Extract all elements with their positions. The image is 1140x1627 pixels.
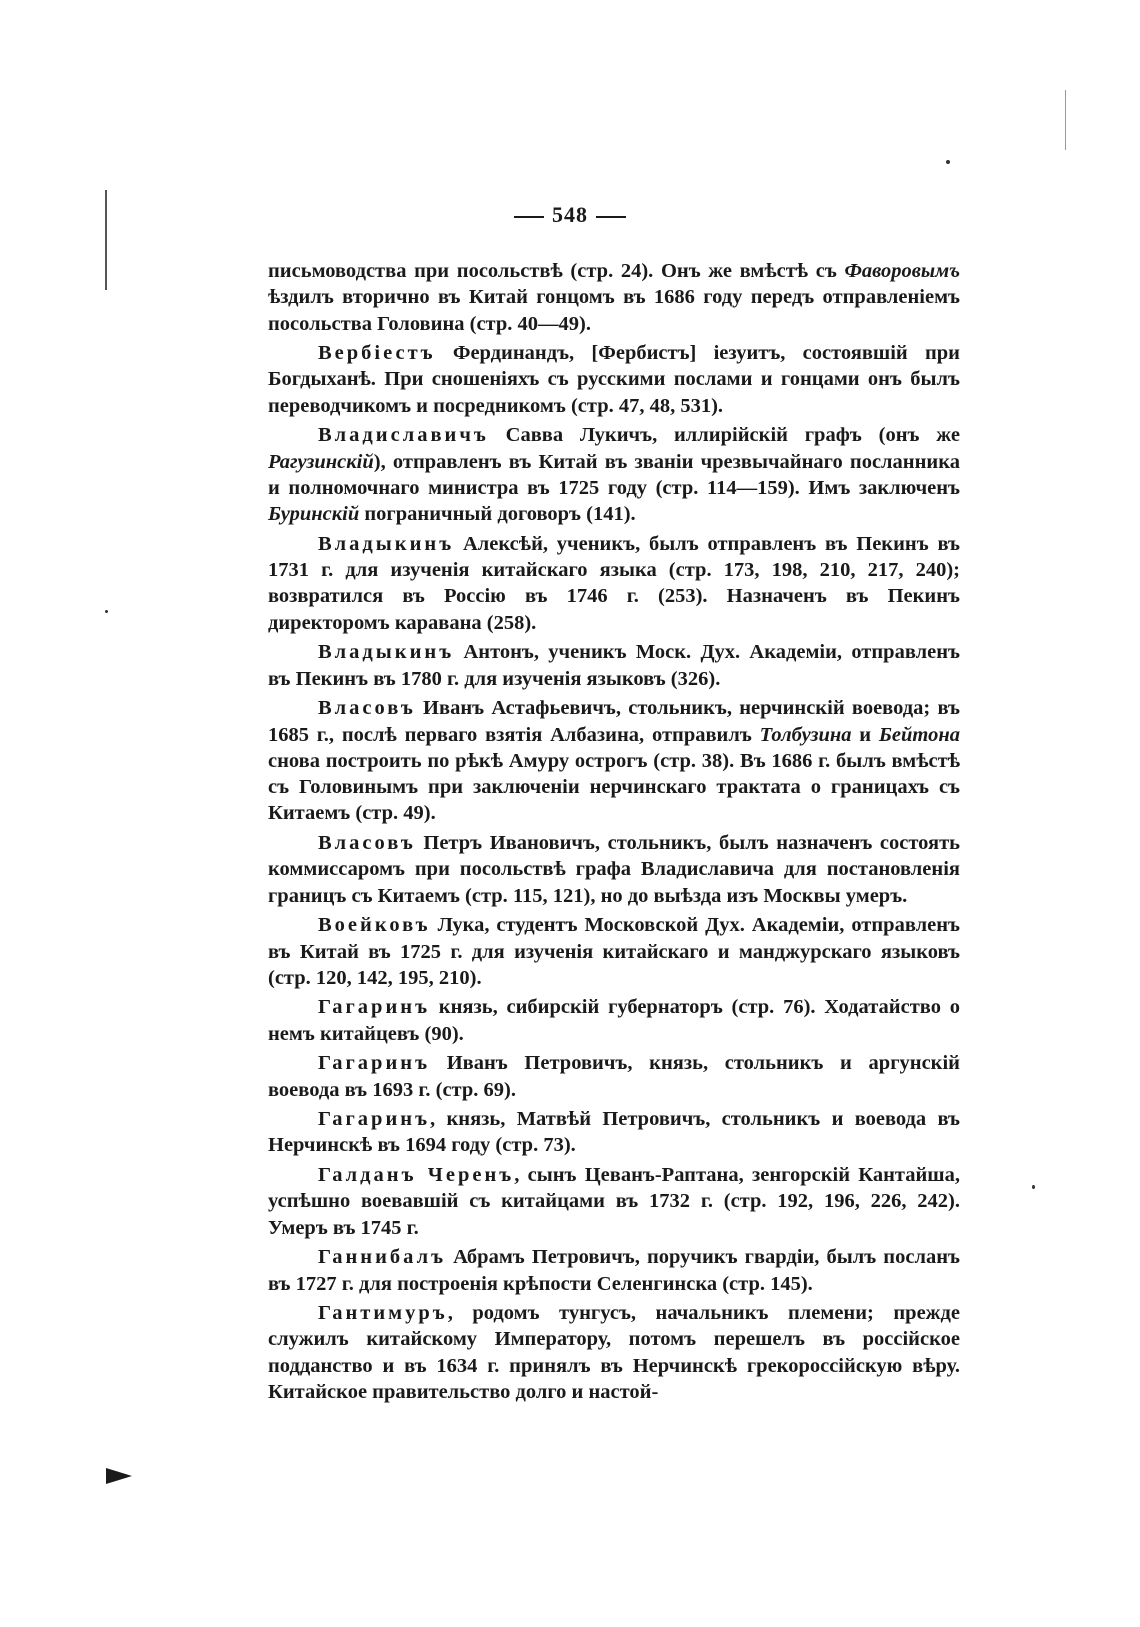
entry-paragraph	[268, 422, 960, 527]
text-run: Алексѣй, ученикъ, былъ отправленъ въ Пекинъ въ 1731 г. для изученія китайскаго языка (стр. 173, 198, 210, 217, 240); возвратился въ Россію въ 1746 г. (253). Назначенъ въ Пекинъ директоромъ каравана (258).	[268, 532, 960, 634]
text-run: князь, сибирскій губернаторъ (стр. 76). Ходатайство о немъ китайцевъ (90).	[268, 996, 960, 1045]
text-run: Лука, студентъ Московской Дух. Академіи, отправленъ въ Китай въ 1725 г. для изученія китайскаго и манджурскаго языковъ (стр. 120, 142, 195, 210).	[268, 914, 960, 989]
text-run: снова построить по рѣкѣ Амуру острогъ (стр. 38). Въ 1686 г. былъ вмѣстѣ съ Головинымъ при заключеніи нерчинскаго трактата о границахъ съ Китаемъ (стр. 49).	[268, 749, 960, 825]
entry-surname: Власовъ	[318, 832, 416, 855]
text-run: ), отправленъ въ Китай въ званіи чрезвычайнаго посланника и полномочнаго министра въ 1725 году (стр. 114—159). Имъ заключенъ	[268, 450, 960, 499]
entry-surname: Владыкинъ	[318, 641, 455, 664]
dash-left	[514, 216, 544, 218]
entry-surname: Владиславичъ	[318, 424, 489, 447]
text-run: и	[851, 723, 879, 746]
text-run: Абрамъ Петровичъ, поручикъ гвардіи, былъ посланъ въ 1727 г. для построенія крѣпости Селенгинска (стр. 145).	[268, 1246, 960, 1295]
text-run: Фердинандъ, [Фербистъ] іезуитъ, состоявшій при Богдыханѣ. При сношеніяхъ съ русскими послами и гонцами онъ былъ переводчикомъ и посредникомъ (стр. 47, 48, 531).	[268, 342, 960, 417]
text-run: , князь, Матвѣй Петровичъ, стольникъ и воевода въ Нерчинскѣ въ 1694 году (стр. 73).	[268, 1108, 960, 1157]
text-run: Савва Лукичъ, иллирійскій графъ (онъ же	[488, 424, 960, 447]
entry-paragraph	[268, 1162, 960, 1241]
text-run: письмоводства при посольствѣ (стр. 24). Онъ же вмѣстѣ съ	[268, 260, 845, 282]
entry-paragraph	[268, 1244, 960, 1297]
text-run: Иванъ Астафьевичъ, стольникъ, нерчинскій воевода; въ 1685 г., послѣ перваго взятія Албазина, отправилъ	[268, 697, 960, 746]
text-run: , сынъ Цеванъ-Раптана, зенгорскій Кантайша, успѣшно воевавшій съ китайцами въ 1732 г. (стр. 192, 196, 226, 242). Умеръ въ 1745 г.	[268, 1164, 960, 1239]
speck-mark	[105, 610, 108, 613]
text-run: Петръ Ивановичъ, стольникъ, былъ назначенъ состоять коммиссаромъ при посольствѣ графа Владиславича для постановленія границъ съ Китаемъ (стр. 115, 121), но до выѣзда изъ Москвы умеръ.	[268, 832, 960, 907]
scan-corner-arrow	[106, 1468, 132, 1484]
entry-surname: Гагаринъ	[318, 1052, 431, 1075]
italic-name: Фаворовымъ	[844, 260, 960, 282]
entry-surname: Власовъ	[318, 697, 416, 720]
entry-paragraph	[268, 1106, 960, 1159]
text-run: пограничный договоръ (141).	[359, 503, 636, 526]
entry-surname: Гагаринъ	[318, 1108, 431, 1131]
entry-paragraph	[268, 639, 960, 692]
entry-paragraph	[268, 1050, 960, 1103]
page-number	[0, 202, 1140, 228]
entry-paragraph	[268, 1300, 960, 1405]
page-number-value: 548	[552, 202, 588, 227]
italic-name: Толбузина	[759, 723, 852, 746]
entry-paragraph	[268, 695, 960, 826]
speck-mark	[1032, 1185, 1035, 1189]
dash-right	[596, 216, 626, 218]
italic-name: Буринскій	[268, 503, 360, 526]
entry-paragraph	[268, 994, 960, 1047]
entry-paragraph	[268, 531, 960, 636]
entry-paragraph	[268, 912, 960, 991]
entry-surname: Вербіестъ	[318, 342, 436, 365]
italic-name: Рагузинскій	[268, 450, 374, 473]
text-run: Антонъ, ученикъ Моск. Дух. Академіи, отправленъ въ Пекинъ въ 1780 г. для изученія языковъ (326).	[268, 641, 960, 690]
entry-surname: Ганнибалъ	[318, 1246, 447, 1269]
scan-edge-line-right	[1065, 90, 1066, 150]
text-run: , родомъ тунгусъ, начальникъ племени; прежде служилъ китайскому Императору, потомъ перешелъ въ россійское подданство и въ 1634 г. принялъ въ Нерчинскѣ грекороссійскую вѣру. Китайское правительство долго и настой-	[268, 1302, 960, 1404]
entry-surname: Гагаринъ	[318, 996, 431, 1019]
entry-surname: Воейковъ	[318, 914, 431, 937]
entry-surname: Владыкинъ	[318, 532, 455, 555]
italic-name: Бейтона	[878, 723, 960, 746]
entry-paragraph	[268, 830, 960, 909]
entry-surname: Гантимуръ	[318, 1302, 448, 1325]
speck-mark	[946, 160, 950, 164]
entry-paragraph	[268, 340, 960, 419]
text-run: Иванъ Петровичъ, князь, стольникъ и аргунскій воевода въ 1693 г. (стр. 69).	[268, 1052, 960, 1101]
entry-surname: Галданъ Черенъ	[318, 1164, 515, 1187]
entry-paragraph	[268, 258, 960, 337]
body-text	[268, 258, 960, 1409]
text-run: ѣздилъ вторично въ Китай гонцомъ въ 1686 году передъ отправленіемъ посольства Головина (стр. 40—49).	[268, 286, 960, 335]
